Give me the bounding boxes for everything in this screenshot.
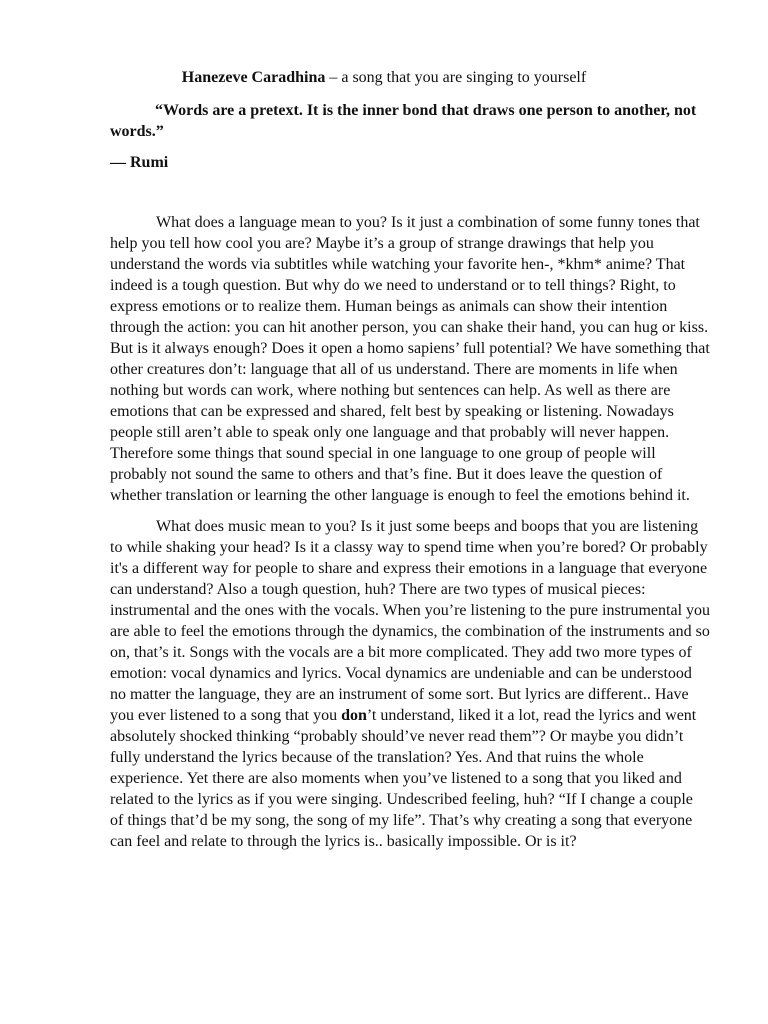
paragraph-text: What does a language mean to you? Is it just a combination of some funny tones that help you tell how cool you are? Maybe it’s a group of strange drawings that help you understand the words via subtitles while watching your favorite hen-, *khm* anime? That indeed is a tough question. But why do we need to understand or to tell things? Right, to express emotions or to realize them. Human beings as animals can show their intention through the action: you can hit another person, you can shake their hand, you can hug or kiss. But is it always enough? Does it open a homo sapiens’ full potential? We have something that other creatures don’t: language that all of us understand. There are moments in life when nothing but words can work, where nothing but sentences can help. As well as there are emotions that can be expressed and shared, felt best by speaking or listening. Nowadays people still aren’t able to speak only one language and that probably will never happen. Therefore some things that sound special in one language to one group of people will probably not sound the same to others and that’s fine. But it does leave the question of whether translation or learning the other language is enough to feel the emotions behind it. [110, 214, 710, 504]
epigraph-attribution: — Rumi [110, 154, 169, 171]
paragraph-text: What does music mean to you? Is it just some beeps and boops that you are listening to while shaking your head? Is it a classy way to spend time when you’re bored? Or probably it's a different way for people to share and express their emotions in a language that everyone can understand? Also a tough question, huh? There are two types of musical pieces: instrumental and the ones with the vocals. When you’re listening to the pure instrumental you are able to feel the emotions through the dynamics, the combination of the instruments and so on, that’s it. Songs with the vocals are a bit more complicated. They add two more types of emotion: vocal dynamics and lyrics. Vocal dynamics are undeniable and can be understood no matter the language, they are an instrument of some sort. But lyrics are different.. Have you ever listened to a song that you [110, 518, 711, 724]
body-paragraph-1 [110, 212, 710, 506]
emphasized-word: don [341, 707, 367, 724]
body-paragraph-2 [110, 516, 710, 852]
document-body [110, 212, 710, 862]
title-name: Hanezeve Caradhina [181, 69, 326, 86]
epigraph-quote: “Words are a pretext. It is the inner bond that draws one person to another, not words.” [110, 102, 697, 140]
title-subtitle: – a song that you are singing to yourself [325, 69, 587, 86]
paragraph-text: ’t understand, liked it a lot, read the lyrics and went absolutely shocked thinking “probably should’ve never read them”? Or maybe you didn’t fully understand the lyrics because of the translation? Yes. And that ruins the whole experience. Yet there are also moments when you’ve listened to a song that you liked and related to the lyrics as if you were singing. Undescribed feeling, huh? “If I change a couple of things that’d be my song, the song of my life”. That’s why creating a song that everyone can feel and relate to through the lyrics is.. basically impossible. Or is it? [110, 707, 697, 850]
document-title [0, 68, 768, 88]
